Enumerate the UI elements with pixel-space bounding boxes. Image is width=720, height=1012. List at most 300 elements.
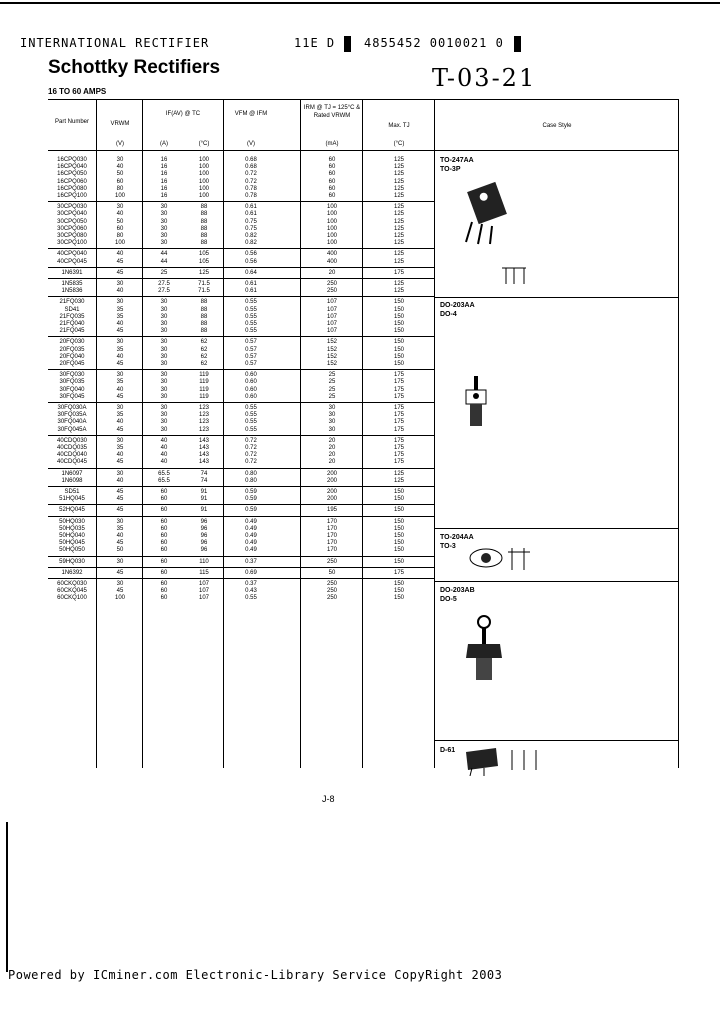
table-cell: 96 — [200, 518, 208, 525]
table-cell: 0.43 — [245, 588, 257, 595]
table-cell: 60 — [160, 558, 168, 565]
table-cell: 30 — [160, 225, 168, 232]
table-cell: 88 — [200, 313, 208, 320]
table-cell: 170 — [326, 533, 337, 539]
table-cell: 60CKQ030 — [57, 581, 87, 587]
table-cell: 100 — [326, 240, 337, 247]
table-cell: 30CPQ080 — [57, 233, 87, 239]
table-cell: 21FQ030 — [59, 299, 85, 306]
table-cell: 400 — [326, 258, 337, 265]
table-cell: 125 — [393, 193, 404, 199]
table-cell: 175 — [393, 445, 404, 451]
table-cell: 175 — [393, 459, 404, 466]
col-vrwm: VRWM — [110, 121, 130, 127]
table-cell: 150 — [393, 547, 404, 554]
table-cell: 30 — [328, 405, 336, 411]
table-cell: 96 — [200, 525, 208, 532]
table-cell: 60 — [328, 164, 336, 171]
table-cell: 40 — [116, 419, 124, 426]
table-cell: 250 — [326, 288, 337, 295]
table-cell: 143 — [198, 452, 209, 459]
table-cell: 30 — [160, 299, 168, 306]
table-cell: 0.64 — [245, 269, 257, 276]
group-divider — [48, 504, 434, 505]
group-divider — [48, 402, 434, 403]
table-cell: 35 — [116, 306, 124, 313]
table-cell: 71.5 — [198, 281, 210, 287]
table-cell: 30FQ030 — [59, 372, 85, 379]
table-cell: 119 — [199, 379, 209, 386]
table-cell: 30 — [160, 346, 168, 353]
table-cell: 50 — [328, 569, 336, 576]
table-cell: 21FQ045 — [59, 328, 85, 335]
table-cell: 30 — [160, 361, 168, 367]
table-cell: 123 — [198, 426, 209, 433]
group-divider — [48, 567, 434, 568]
table-cell: 25 — [328, 379, 336, 386]
page-number: J-8 — [322, 794, 335, 804]
table-cell: 30 — [116, 518, 124, 525]
table-cell: 60 — [160, 489, 168, 495]
table-cell: 0.49 — [245, 540, 257, 547]
table-cell: SD51 — [64, 489, 80, 495]
table-cell: 30FQ040 — [59, 386, 85, 393]
table-cell: 60 — [160, 518, 168, 525]
table-cell: 0.61 — [245, 211, 257, 218]
table-cell: 152 — [326, 339, 337, 346]
case-divider — [434, 740, 678, 741]
table-cell: 0.37 — [245, 581, 257, 587]
table-cell: 16 — [160, 178, 168, 185]
table-cell: 0.57 — [245, 339, 257, 346]
table-cell: 40 — [116, 321, 124, 327]
table-cell: 25 — [328, 372, 336, 379]
col-case: Case Style — [542, 123, 572, 129]
table-cell: 119 — [199, 372, 209, 379]
table-cell: 170 — [326, 540, 337, 547]
table-cell: 175 — [393, 419, 404, 426]
case-label: TO-3P — [440, 166, 461, 173]
table-cell: 60 — [160, 540, 168, 547]
col-tj-unit: (°C) — [393, 141, 405, 147]
table-cell: 20 — [328, 459, 336, 466]
table-cell: 45 — [116, 459, 124, 466]
table-cell: 60 — [160, 547, 168, 554]
table-cell: 30 — [160, 211, 168, 218]
group-divider — [48, 468, 434, 469]
table-cell: 45 — [116, 489, 124, 495]
table-cell: 30 — [160, 339, 168, 346]
table-cell: 16CPQ100 — [57, 193, 87, 199]
group-divider — [48, 296, 434, 297]
table-cell: 88 — [200, 328, 208, 335]
table-cell: 16 — [160, 185, 168, 192]
table-cell: 20FQ030 — [59, 339, 85, 346]
table-cell: 45 — [116, 496, 124, 503]
table-cell: 30 — [160, 379, 168, 386]
table-cell: 40CDQ040 — [56, 452, 88, 459]
table-cell: 30 — [160, 353, 168, 360]
table-cell: 125 — [198, 269, 209, 276]
table-cell: 30 — [160, 419, 168, 426]
table-cell: 143 — [198, 445, 209, 451]
table-cell: 150 — [393, 507, 404, 514]
table-cell: 20 — [328, 437, 336, 444]
table-cell: 100 — [114, 193, 125, 199]
table-cell: 0.56 — [245, 251, 257, 258]
table-cell: 88 — [200, 240, 208, 247]
table-cell: 40CDQ045 — [56, 459, 88, 466]
group-divider — [48, 486, 434, 487]
table-cell: 150 — [393, 489, 404, 495]
table-cell: 150 — [393, 558, 404, 565]
table-cell: 30 — [160, 426, 168, 433]
table-cell: 25 — [160, 269, 168, 276]
table-cell: 0.56 — [245, 258, 257, 265]
table-cell: 0.49 — [245, 525, 257, 532]
col-tj: Max. TJ — [388, 123, 410, 129]
table-cell: 150 — [393, 525, 404, 532]
table-cell: 30 — [160, 204, 168, 211]
table-cell: 35 — [116, 525, 124, 532]
table-cell: 30 — [160, 306, 168, 313]
table-cell: 30 — [160, 321, 168, 327]
table-cell: 125 — [393, 225, 404, 232]
case-label: DO-203AA — [440, 302, 475, 309]
table-cell: 45 — [116, 328, 124, 335]
table-cell: 0.61 — [245, 281, 257, 287]
table-cell: 16CPQ040 — [57, 164, 87, 171]
table-cell: 150 — [393, 321, 404, 327]
do5-stud-drawing — [464, 614, 504, 690]
table-cell: 150 — [393, 306, 404, 313]
table-cell: 30 — [116, 558, 124, 565]
footer-credit: Powered by ICminer.com Electronic-Library Service CopyRight 2003 — [8, 968, 503, 982]
table-cell: 0.57 — [245, 346, 257, 353]
table-cell: SD41 — [64, 306, 80, 313]
case-label: DO-203AB — [440, 587, 475, 594]
table-cell: 62 — [200, 339, 208, 346]
table-cell: 150 — [393, 328, 404, 335]
table-cell: 0.57 — [245, 353, 257, 360]
group-divider — [48, 278, 434, 279]
table-cell: 0.55 — [245, 306, 257, 313]
table-cell: 20FQ035 — [59, 346, 85, 353]
table-cell: 250 — [326, 281, 337, 287]
table-cell: 30 — [328, 426, 336, 433]
table-cell: 175 — [393, 393, 404, 400]
table-cell: 62 — [200, 361, 208, 367]
table-cell: 175 — [393, 569, 404, 576]
table-cell: 30 — [116, 299, 124, 306]
table-cell: 107 — [198, 588, 209, 595]
table-cell: 0.78 — [245, 185, 257, 192]
table-cell: 40 — [160, 437, 168, 444]
table-cell: 40 — [116, 477, 124, 484]
table-cell: 0.72 — [245, 452, 257, 459]
table-cell: 0.49 — [245, 547, 257, 554]
table-cell: 40CDQ030 — [56, 437, 88, 444]
table-cell: 175 — [393, 437, 404, 444]
table-cell: 60 — [328, 178, 336, 185]
table-cell: 125 — [393, 185, 404, 192]
table-cell: 175 — [393, 372, 404, 379]
table-cell: 1N6392 — [61, 569, 83, 576]
table-cell: 107 — [326, 328, 337, 335]
table-cell: 96 — [200, 540, 208, 547]
table-cell: 44 — [160, 251, 168, 258]
table-cell: 20 — [328, 445, 336, 451]
table-cell: 30 — [160, 218, 168, 225]
table-cell: 20 — [328, 452, 336, 459]
table-cell: 35 — [116, 379, 124, 386]
table-cell: 0.55 — [245, 426, 257, 433]
table-cell: 40CPQ045 — [57, 258, 87, 265]
do4-stud-drawing — [462, 374, 492, 434]
table-cell: 35 — [116, 412, 124, 419]
table-cell: 150 — [393, 581, 404, 587]
table-border — [678, 100, 679, 768]
table-cell: 30 — [116, 372, 124, 379]
col-vfm: VFM @ IFM — [234, 111, 268, 117]
table-cell: 107 — [198, 581, 209, 587]
table-cell: 65.5 — [158, 470, 170, 477]
table-cell: 150 — [393, 595, 404, 602]
table-cell: 40 — [116, 164, 124, 171]
header-rule — [434, 150, 678, 151]
table-cell: 91 — [200, 489, 208, 495]
table-cell: 0.55 — [245, 419, 257, 426]
table-cell: 150 — [393, 313, 404, 320]
table-cell: 62 — [200, 346, 208, 353]
table-cell: 150 — [393, 540, 404, 547]
table-cell: 0.55 — [245, 299, 257, 306]
table-cell: 88 — [200, 204, 208, 211]
table-cell: 0.72 — [245, 171, 257, 178]
table-cell: 170 — [326, 525, 337, 532]
table-cell: 200 — [326, 489, 337, 495]
table-cell: 0.55 — [245, 328, 257, 335]
table-cell: 125 — [393, 258, 404, 265]
header-code: 11E D — [294, 36, 336, 50]
table-cell: 107 — [326, 306, 337, 313]
table-cell: 0.72 — [245, 459, 257, 466]
table-cell: 45 — [116, 569, 124, 576]
table-cell: 30 — [116, 157, 124, 163]
table-cell: 119 — [199, 393, 209, 400]
table-cell: 60CKQ100 — [57, 595, 87, 602]
scan-edge-line — [0, 2, 720, 4]
table-cell: 1N6098 — [61, 477, 83, 484]
table-cell: 110 — [199, 558, 209, 565]
table-cell: 60 — [160, 525, 168, 532]
table-cell: 125 — [393, 288, 404, 295]
table-cell: 30CPQ030 — [57, 204, 87, 211]
table-cell: 150 — [393, 518, 404, 525]
table-cell: 0.78 — [245, 193, 257, 199]
group-divider — [48, 336, 434, 337]
table-cell: 30 — [116, 204, 124, 211]
table-cell: 27.5 — [158, 281, 170, 287]
table-cell: 175 — [393, 379, 404, 386]
table-cell: 16 — [160, 157, 168, 163]
case-label: DO-5 — [440, 596, 457, 603]
table-cell: 0.72 — [245, 445, 257, 451]
table-cell: 45 — [116, 588, 124, 595]
case-divider — [434, 581, 678, 582]
table-cell: 30FQ040A — [57, 419, 87, 426]
table-cell: 100 — [326, 225, 337, 232]
table-cell: 150 — [393, 496, 404, 503]
table-cell: 0.59 — [245, 489, 257, 495]
to3-package-drawing — [468, 544, 550, 574]
table-cell: 125 — [393, 157, 404, 163]
table-cell: 0.59 — [245, 507, 257, 514]
table-cell: 71.5 — [198, 288, 210, 295]
table-cell: 60 — [160, 533, 168, 539]
table-cell: 100 — [326, 218, 337, 225]
group-divider — [48, 248, 434, 249]
table-cell: 25 — [328, 386, 336, 393]
table-cell: 88 — [200, 321, 208, 327]
spec-table — [48, 99, 679, 768]
table-cell: 60 — [328, 193, 336, 199]
table-cell: 30 — [160, 313, 168, 320]
table-cell: 21FQ035 — [59, 313, 85, 320]
table-cell: 107 — [198, 595, 209, 602]
table-cell: 30 — [116, 405, 124, 411]
table-cell: 50HQ050 — [59, 547, 85, 554]
table-cell: 1N5836 — [61, 288, 83, 295]
table-cell: 125 — [393, 470, 404, 477]
table-cell: 0.75 — [245, 218, 257, 225]
case-label: TO-3 — [440, 543, 456, 550]
table-cell: 91 — [200, 507, 208, 514]
table-cell: 175 — [393, 405, 404, 411]
table-cell: 125 — [393, 233, 404, 239]
table-cell: 20FQ040 — [59, 353, 85, 360]
col-tc-unit: (°C) — [198, 141, 210, 147]
table-cell: 100 — [326, 204, 337, 211]
table-cell: 0.69 — [245, 569, 257, 576]
table-cell: 16CPQ050 — [57, 171, 87, 178]
col-irm-unit: (mA) — [325, 141, 339, 147]
table-cell: 105 — [198, 251, 209, 258]
header-mark — [514, 36, 521, 52]
table-cell: 30CPQ100 — [57, 240, 87, 247]
table-cell: 60 — [116, 225, 124, 232]
table-cell: 150 — [393, 361, 404, 367]
table-cell: 150 — [393, 533, 404, 539]
table-cell: 0.55 — [245, 412, 257, 419]
table-cell: 0.60 — [245, 393, 257, 400]
table-cell: 16CPQ030 — [57, 157, 87, 163]
table-cell: 250 — [326, 558, 337, 565]
case-divider — [434, 297, 678, 298]
table-cell: 150 — [393, 353, 404, 360]
table-cell: 45 — [116, 269, 124, 276]
table-cell: 50HQ045 — [59, 540, 85, 547]
table-cell: 100 — [326, 233, 337, 239]
table-cell: 123 — [198, 405, 209, 411]
table-cell: 170 — [326, 547, 337, 554]
table-cell: 88 — [200, 306, 208, 313]
table-cell: 62 — [200, 353, 208, 360]
table-cell: 60 — [160, 595, 168, 602]
table-cell: 0.49 — [245, 533, 257, 539]
table-cell: 0.55 — [245, 321, 257, 327]
table-cell: 152 — [326, 346, 337, 353]
col-vfm-unit: (V) — [247, 141, 255, 147]
table-cell: 125 — [393, 281, 404, 287]
table-cell: 40 — [116, 288, 124, 295]
table-cell: 0.49 — [245, 518, 257, 525]
table-cell: 125 — [393, 171, 404, 178]
table-cell: 0.68 — [245, 164, 257, 171]
case-divider — [434, 528, 678, 529]
table-cell: 60 — [328, 171, 336, 178]
table-cell: 80 — [116, 233, 124, 239]
table-cell: 50HQ040 — [59, 533, 85, 539]
group-divider — [48, 267, 434, 268]
case-label: D-61 — [440, 747, 456, 754]
table-cell: 30CPQ040 — [57, 211, 87, 218]
table-cell: 195 — [326, 507, 337, 514]
col-vrwm-unit: (V) — [116, 141, 124, 147]
table-cell: 175 — [393, 452, 404, 459]
table-cell: 250 — [326, 595, 337, 602]
group-divider — [48, 516, 434, 517]
table-cell: 60 — [160, 496, 168, 503]
table-cell: 175 — [393, 386, 404, 393]
scan-edge-line — [6, 822, 8, 972]
table-cell: 50 — [116, 171, 124, 178]
table-cell: 107 — [326, 321, 337, 327]
table-cell: 0.60 — [245, 379, 257, 386]
table-cell: 175 — [393, 412, 404, 419]
table-cell: 80 — [116, 185, 124, 192]
table-cell: 20FQ045 — [59, 361, 85, 367]
table-cell: 40 — [160, 459, 168, 466]
table-cell: 30 — [160, 386, 168, 393]
case-label: TO-204AA — [440, 534, 474, 541]
table-cell: 60 — [328, 157, 336, 163]
group-divider — [48, 201, 434, 202]
case-label: TO-247AA — [440, 157, 474, 164]
table-cell: 30 — [328, 419, 336, 426]
table-cell: 45 — [116, 507, 124, 514]
table-cell: 30 — [116, 281, 124, 287]
table-cell: 40 — [160, 452, 168, 459]
group-divider — [48, 578, 434, 579]
col-irm: IRM @ TJ = 125°C & Rated VRWM — [303, 105, 361, 119]
dual-diode-symbol — [498, 260, 534, 288]
table-cell: 100 — [114, 595, 125, 602]
header-mark — [344, 36, 351, 52]
table-cell: 0.82 — [245, 233, 257, 239]
table-cell: 52HQ045 — [59, 507, 85, 514]
page-title: Schottky Rectifiers — [48, 57, 221, 78]
table-cell: 1N6391 — [61, 269, 83, 276]
table-cell: 123 — [198, 419, 209, 426]
table-cell: 150 — [393, 588, 404, 595]
table-cell: 30 — [160, 328, 168, 335]
table-cell: 88 — [200, 233, 208, 239]
table-cell: 0.55 — [245, 313, 257, 320]
table-cell: 16 — [160, 164, 168, 171]
table-cell: 1N6097 — [61, 470, 83, 477]
case-label: DO-4 — [440, 311, 457, 318]
